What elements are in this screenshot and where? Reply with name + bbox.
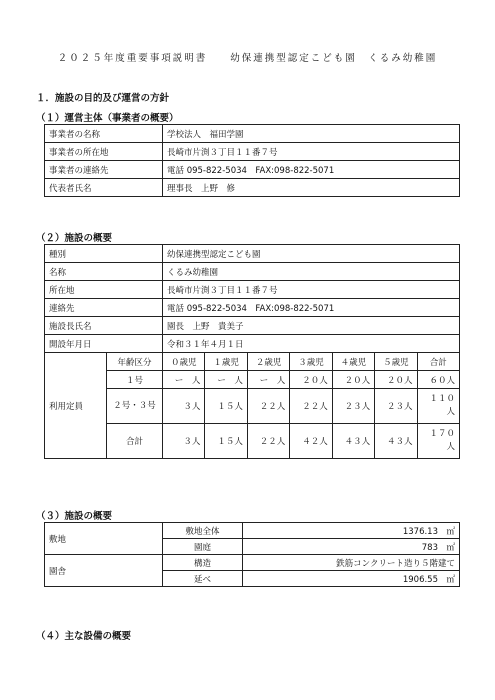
row-value: 理事長 上野 修 [163, 179, 460, 197]
row-label: 開設年月日 [45, 335, 163, 353]
capacity-cell: ３人 [163, 424, 205, 459]
capacity-cell: ２０人 [290, 371, 332, 389]
capacity-header: 年齢区分 [107, 353, 163, 371]
capacity-header: ３歳児 [290, 353, 332, 371]
table-row [45, 161, 460, 179]
section-1-2-heading: （２）施設の概要 [36, 233, 113, 244]
capacity-cell: ー 人 [247, 371, 289, 389]
table-row [45, 555, 460, 571]
row-label: 施設長氏名 [45, 317, 163, 335]
row-value: 鉄筋コンクリート造り５階建て [243, 555, 460, 571]
table-row [45, 263, 460, 281]
table-row [45, 245, 460, 263]
row-label: 事業者の連絡先 [45, 161, 163, 179]
operator-table [44, 124, 460, 197]
row-label: 延べ [163, 571, 243, 587]
capacity-group: ２号・３号 [107, 389, 163, 424]
capacity-cell: ２２人 [290, 389, 332, 424]
row-value: 長崎市片渕３丁目１１番７号 [163, 281, 460, 299]
building-label: 園舎 [45, 555, 163, 587]
row-value: くるみ幼稚園 [163, 263, 460, 281]
document-title: ２０２５年度重要事項説明書 幼保連携型認定こども園 くるみ幼稚園 [57, 53, 438, 64]
section-1-1-heading: （１）運営主体（事業者の概要） [36, 113, 179, 124]
site-table [44, 522, 460, 587]
row-value: 1376.13 ㎡ [243, 523, 460, 539]
capacity-header: １歳児 [205, 353, 247, 371]
capacity-row [45, 389, 460, 424]
capacity-cell: １５人 [205, 389, 247, 424]
capacity-header: ２歳児 [247, 353, 289, 371]
capacity-cell: ー 人 [163, 371, 205, 389]
capacity-cell: １５人 [205, 424, 247, 459]
capacity-row [45, 371, 460, 389]
row-label: 構造 [163, 555, 243, 571]
capacity-cell: ４３人 [375, 424, 417, 459]
row-label: 事業者の所在地 [45, 143, 163, 161]
capacity-header: ４歳児 [332, 353, 374, 371]
row-value: 幼保連携型認定こども園 [163, 245, 460, 263]
row-value: 学校法人 福田学園 [163, 125, 460, 143]
row-label: 種別 [45, 245, 163, 263]
capacity-label: 利用定員 [45, 353, 107, 459]
section-1-3-heading: （３）施設の概要 [36, 511, 113, 522]
table-row [45, 143, 460, 161]
table-row [45, 179, 460, 197]
capacity-cell: ２０人 [332, 371, 374, 389]
capacity-header: ０歳児 [163, 353, 205, 371]
capacity-cell: ー 人 [205, 371, 247, 389]
row-value: 電話 095-822-5034 FAX:098-822-5071 [163, 299, 460, 317]
table-row [45, 317, 460, 335]
capacity-cell: ２３人 [375, 389, 417, 424]
row-label: 連絡先 [45, 299, 163, 317]
row-value: 令和３１年４月１日 [163, 335, 460, 353]
capacity-header-row [45, 353, 460, 371]
table-row [45, 335, 460, 353]
site-label: 敷地 [45, 523, 163, 555]
capacity-cell: ２２人 [247, 389, 289, 424]
capacity-header: ５歳児 [375, 353, 417, 371]
capacity-group: 合計 [107, 424, 163, 459]
capacity-cell: ４３人 [332, 424, 374, 459]
row-label: 所在地 [45, 281, 163, 299]
capacity-cell: ２２人 [247, 424, 289, 459]
table-row [45, 523, 460, 539]
facility-table [44, 244, 460, 459]
row-value: 電話 095-822-5034 FAX:098-822-5071 [163, 161, 460, 179]
table-row [45, 299, 460, 317]
capacity-cell: ４２人 [290, 424, 332, 459]
capacity-cell: ６０人 [417, 371, 459, 389]
capacity-cell: ２３人 [332, 389, 374, 424]
capacity-row [45, 424, 460, 459]
capacity-group: １号 [107, 371, 163, 389]
row-label: 名称 [45, 263, 163, 281]
capacity-cell: １７０人 [417, 424, 459, 459]
capacity-cell: ２０人 [375, 371, 417, 389]
table-row [45, 281, 460, 299]
row-label: 園庭 [163, 539, 243, 555]
row-label: 代表者氏名 [45, 179, 163, 197]
row-value: 長崎市片渕３丁目１１番７号 [163, 143, 460, 161]
section-1-heading: １．施設の目的及び運営の方針 [36, 93, 170, 104]
capacity-cell: ３人 [163, 389, 205, 424]
section-1-4-heading: （４）主な設備の概要 [36, 631, 132, 642]
row-label: 事業者の名称 [45, 125, 163, 143]
row-value: 1906.55 ㎡ [243, 571, 460, 587]
table-row [45, 125, 460, 143]
row-value: 783 ㎡ [243, 539, 460, 555]
capacity-header: 合計 [417, 353, 459, 371]
row-label: 敷地全体 [163, 523, 243, 539]
capacity-cell: １１０人 [417, 389, 459, 424]
row-value: 園長 上野 貴美子 [163, 317, 460, 335]
